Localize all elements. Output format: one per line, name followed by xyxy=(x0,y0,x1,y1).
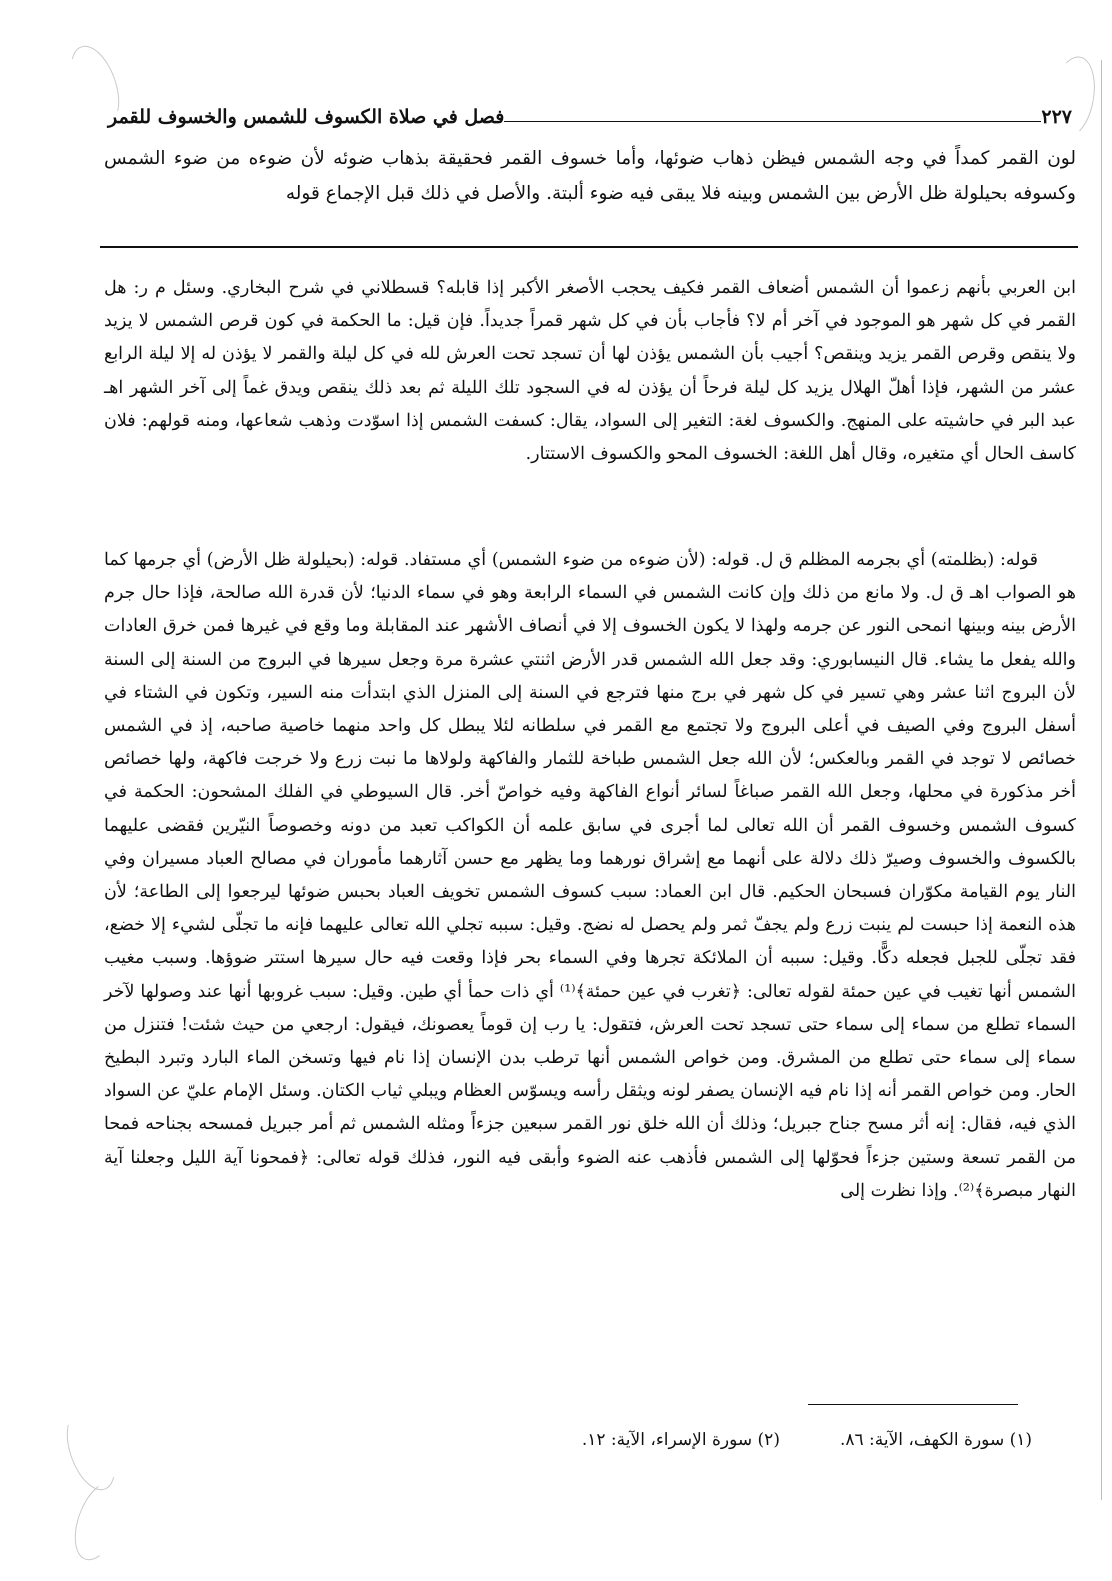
commentary-paragraph-1: ابن العربي بأنهم زعموا أن الشمس أضعاف القمر فكيف يحجب الأصغر الأكبر إذا قابله؟ قسطلاني في شرح البخاري. وسئل م ر: هل القمر في كل شهر هو الموجود في آخر أم لا؟ فأجاب بأن في كل شهر قمراً جديداً. فإن قيل: ما الحكمة في كون قرص الشمس لا يزيد ولا ينقص وقرص القمر يزيد وينقص؟ أجيب بأن الشمس يؤذن لها أن تسجد تحت العرش لله في كل ليلة والقمر لا يؤذن له إلا ليلة الرابع عشر من الشهر، فإذا أهلّ الهلال يزيد كل ليلة فرحاً أن يؤذن له في السجود تلك الليلة ثم بعد ذلك ينقص ويدق غماً إلى آخر الشهر اهـ عبد البر في حاشيته على المنهج. والكسوف لغة: التغير إلى السواد، يقال: كسفت الشمس إذا اسوّدت وذهب شعاعها، ومنه قولهم: فلان كاسف الحال أي متغيره، وقال أهل اللغة: الخسوف المحو والكسوف الاستتار. xyxy=(104,278,1076,465)
commentary-block-1 xyxy=(104,272,1076,471)
page-number: ٢٢٧ xyxy=(1041,106,1072,128)
main-paragraph: لون القمر كمداً في وجه الشمس فيظن ذهاب ضوئها، وأما خسوف القمر فحقيقة بذهاب ضوئه لأن ضوءه من ضوء الشمس وكسوفه بحيلولة ظل الأرض بين الشمس وبينه فلا يبقى فيه ضوء ألبتة. والأصل في ذلك قبل الإجماع قوله xyxy=(104,148,1076,204)
main-commentary-separator xyxy=(100,246,1078,248)
main-text xyxy=(104,142,1076,211)
commentary-paragraph-2: قوله: (بظلمته) أي بجرمه المظلم ق ل. قوله: (لأن ضوءه من ضوء الشمس) أي مستفاد. قوله: (بحيلولة ظل الأرض) أي جرمها كما هو الصواب اهـ ق ل. ولا مانع من ذلك وإن كانت الشمس في السماء الرابعة وهو في سماء الدنيا؛ لأن قدرة الله صالحة، فإذا حال جرم الأرض بينه وبينها انمحى النور عن جرمه ولهذا لا يكون الخسوف إلا في أنصاف الأشهر عند المقابلة وما وقع في غيرها فمن خرق العادات والله يفعل ما يشاء. قال النيسابوري: وقد جعل الله الشمس قدر الأرض اثنتي عشرة مرة وجعل سيرها في البروج من السنة إلى السنة لأن البروج اثنا عشر وهي تسير في كل شهر في برج منها فترجع في السنة إلى المنزل الذي ابتدأت منه السير، وتكون في الشتاء في أسفل البروج وفي الصيف في أعلى البروج ولا تجتمع مع القمر في سلطانه لئلا يبطل كل واحد منهما خاصية صاحبه، إذ في الشمس خصائص لا توجد في القمر وبالعكس؛ لأن الله جعل الشمس طباخة للثمار والفاكهة ولولاها ما نبت زرع ولا خرجت فاكهة، ولها خصائص أخر مذكورة في محلها، وجعل الله القمر صباغاً لسائر أنواع الفاكهة وفيه خواصّ أخر. قال السيوطي في الفلك المشحون: الحكمة في كسوف الشمس وخسوف القمر أن الله تعالى لما أجرى في سابق علمه أن الكواكب تعبد من دونه وخصوصاً النيّرين فقضى عليهما بالكسوف والخسوف وصيرّ ذلك دلالة على أنهما مع إشراق نورهما وما يظهر مع حسن آثارهما مأموران في مصالح العباد مسيران وفي النار يوم القيامة مكوّران فسبحان الحكيم. قال ابن العماد: سبب كسوف الشمس تخويف العباد بحبس ضوئها ليرجعوا إلى الطاعة؛ لأن هذه النعمة إذا حبست لم ينبت زرع ولم يجفّ ثمر ولم يحصل له نضج. وقيل: سببه تجلي الله تعالى عليهما فإنه ما تجلّى لشيء إلا خضع، فقد تجلّى للجبل فجعله دكًّا. وقيل: سببه أن الملائكة تجرها وفي السماء بحر فإذا وقعت فيه حال سيرها استتر ضوؤها. وسبب مغيب الشمس أنها تغيب في عين حمئة لقوله تعالى: ﴿تغرب في عين حمئة﴾⁽¹⁾ أي ذات حمأ أي طين. وقيل: سبب غروبها أنها عند وصولها لآخر السماء تطلع من سماء إلى سماء حتى تسجد تحت العرش، فتقول: يا رب إن قوماً يعصونك، فيقول: ارجعي من حيث شئت! فتنزل من سماء إلى سماء حتى تطلع من المشرق. ومن خواص الشمس أنها ترطب بدن الإنسان إذا نام فيها وتسخن الماء البارد وتبرد البطيخ الحار. ومن خواص القمر أنه إذا نام فيه الإنسان يصفر لونه ويثقل رأسه ويسوّس العظام ويبلي ثياب الكتان. وسئل الإمام عليّ عن السواد الذي فيه، فقال: إنه أثر مسح جناح جبريل؛ وذلك أن الله خلق نور القمر سبعين جزءاً ومثله الشمس ثم أمر جبريل فمسحه بجناحه فمحا من القمر تسعة وستين جزءاً فحوّلها إلى الشمس فأذهب عنه الضوء وأبقى فيه النور، فذلك قوله تعالى: ﴿فمحونا آية الليل وجعلنا آية النهار مبصرة﴾⁽²⁾. وإذا نظرت إلى xyxy=(104,550,1076,1201)
binding-edge xyxy=(1101,60,1102,1500)
running-header xyxy=(100,98,1078,128)
chapter-title: فصل في صلاة الكسوف للشمس والخسوف للقمر xyxy=(108,106,505,128)
commentary-block-2 xyxy=(104,544,1076,1208)
footnote-separator xyxy=(808,1404,1018,1405)
footnote-1: (١) سورة الكهف، الآية: ٨٦. xyxy=(839,1430,1032,1450)
page-corner-ornament xyxy=(65,1475,133,1566)
footnote-2: (٢) سورة الإسراء، الآية: ١٢. xyxy=(581,1430,780,1450)
header-rule xyxy=(504,121,1041,122)
footnotes xyxy=(100,1430,1032,1450)
